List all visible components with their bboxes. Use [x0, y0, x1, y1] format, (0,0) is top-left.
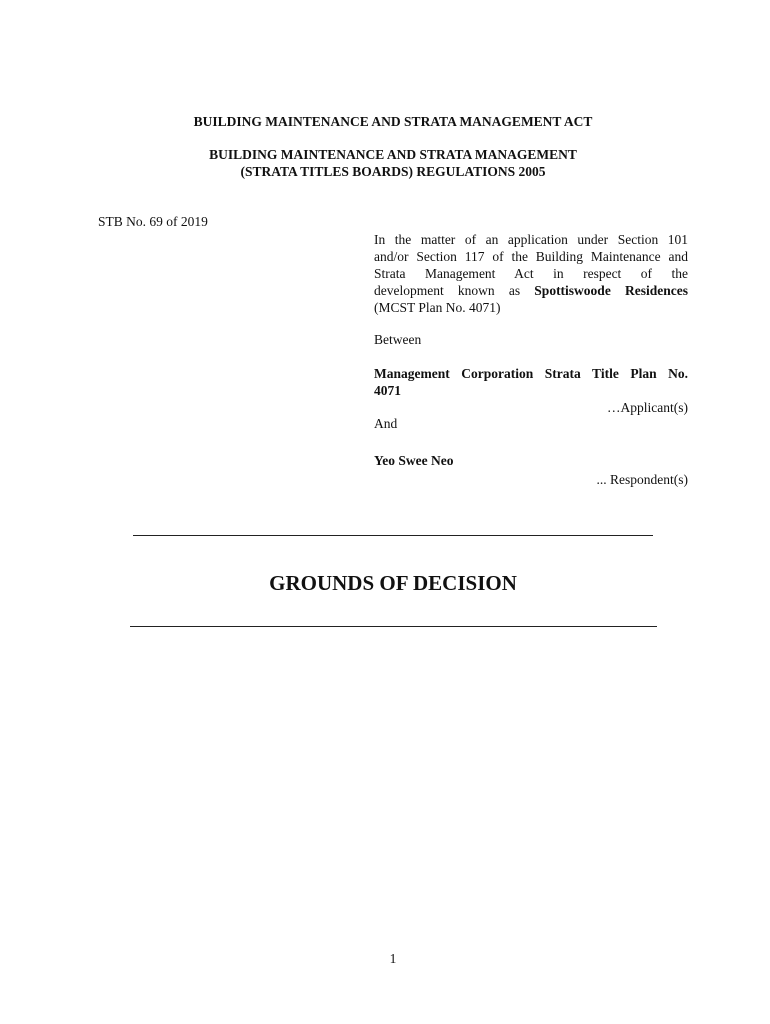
matter-intro: [374, 231, 688, 316]
regulations-title-line-1: BUILDING MAINTENANCE AND STRATA MANAGEMENT: [209, 147, 577, 162]
intro-line-2: and/or Section 117 of the Building Maintenance and: [374, 249, 688, 264]
regulations-title-line-2: (STRATA TITLES BOARDS) REGULATIONS 2005: [240, 164, 546, 179]
and-label: And: [374, 416, 398, 431]
respondent-name: Yeo Swee Neo: [374, 453, 454, 468]
intro-line-4: [374, 282, 688, 299]
decision-title: GROUNDS OF DECISION: [269, 571, 517, 595]
case-number: STB No. 69 of 2019: [98, 214, 208, 229]
divider-top: [133, 535, 653, 536]
intro-line-3: Strata Management Act in respect of the: [374, 266, 688, 281]
respondent-role: ... Respondent(s): [596, 472, 688, 487]
act-title: BUILDING MAINTENANCE AND STRATA MANAGEMENT ACT: [193, 114, 593, 129]
divider-bottom: [130, 626, 657, 627]
intro-line-5: (MCST Plan No. 4071): [374, 300, 501, 315]
intro-line-4-prefix: development known as: [374, 283, 521, 298]
development-name: Spottiswoode Residences: [534, 283, 688, 298]
intro-line-1: In the matter of an application under Section 101: [374, 232, 688, 247]
applicant-role: …Applicant(s): [607, 400, 688, 415]
page-number: 1: [389, 951, 397, 966]
between-label: Between: [374, 332, 422, 347]
applicant-name-line-2: 4071: [374, 383, 401, 398]
applicant-name-line-1: Management Corporation Strata Title Plan No.: [374, 366, 688, 381]
applicant-name: [374, 365, 688, 399]
